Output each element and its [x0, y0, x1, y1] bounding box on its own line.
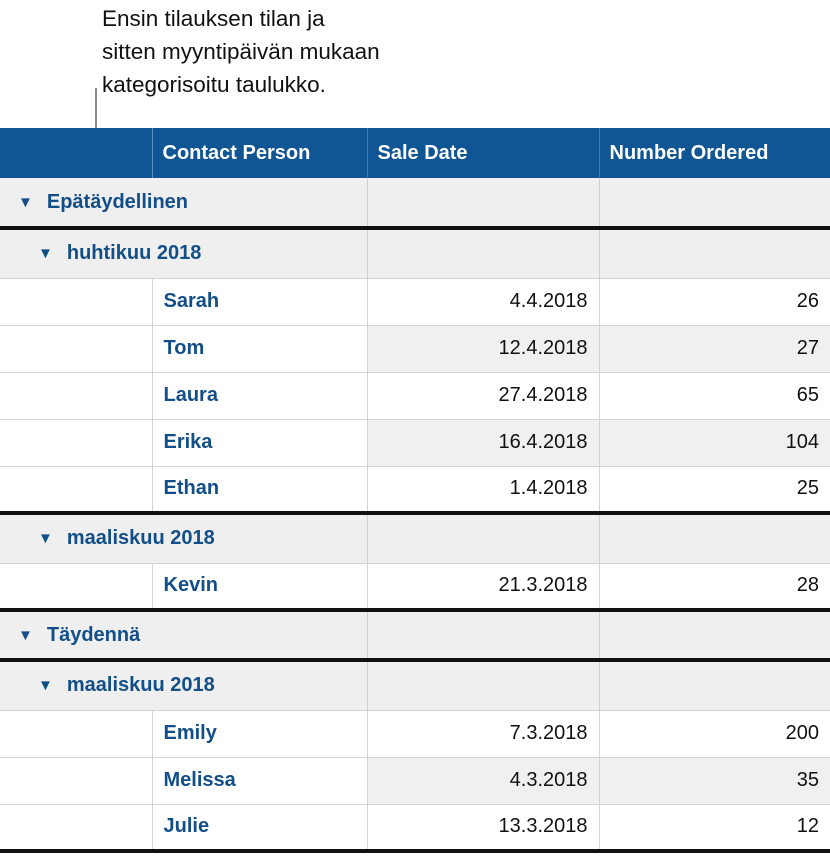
disclosure-triangle-icon[interactable]: ▼ — [38, 530, 53, 548]
sale-date-cell[interactable]: 1.4.2018 — [367, 466, 599, 513]
contact-person-cell[interactable]: Sarah — [152, 278, 367, 325]
subcategory-label[interactable]: ▼ maaliskuu 2018 — [0, 513, 367, 563]
header-number-ordered[interactable]: Number Ordered — [599, 128, 830, 178]
table-row — [0, 563, 830, 610]
empty-cell — [0, 710, 152, 757]
number-ordered-cell[interactable]: 35 — [599, 757, 830, 804]
number-ordered-cell[interactable]: 65 — [599, 372, 830, 419]
table-row — [0, 466, 830, 513]
sale-date-cell[interactable]: 4.3.2018 — [367, 757, 599, 804]
category-row[interactable] — [0, 178, 830, 228]
empty-cell — [0, 419, 152, 466]
empty-cell — [0, 563, 152, 610]
empty-cell — [0, 278, 152, 325]
contact-person-cell[interactable]: Kevin — [152, 563, 367, 610]
contact-person-cell[interactable]: Tom — [152, 325, 367, 372]
empty-cell — [0, 466, 152, 513]
disclosure-triangle-icon[interactable]: ▼ — [38, 677, 53, 695]
subcategory-cell — [599, 228, 830, 278]
contact-person-cell[interactable]: Ethan — [152, 466, 367, 513]
disclosure-triangle-icon[interactable]: ▼ — [18, 626, 33, 644]
category-cell — [599, 178, 830, 228]
table-row — [0, 804, 830, 851]
categorized-table — [0, 128, 830, 853]
empty-cell — [0, 372, 152, 419]
category-cell — [599, 610, 830, 660]
sale-date-cell[interactable]: 7.3.2018 — [367, 710, 599, 757]
number-ordered-cell[interactable]: 200 — [599, 710, 830, 757]
category-label[interactable]: ▼ Täydennä — [0, 610, 367, 660]
number-ordered-cell[interactable]: 26 — [599, 278, 830, 325]
header-row — [0, 128, 830, 178]
contact-person-cell[interactable]: Erika — [152, 419, 367, 466]
sale-date-cell[interactable]: 4.4.2018 — [367, 278, 599, 325]
sale-date-cell[interactable]: 16.4.2018 — [367, 419, 599, 466]
table-row — [0, 325, 830, 372]
table-row — [0, 757, 830, 804]
disclosure-triangle-icon[interactable]: ▼ — [18, 193, 33, 211]
subcategory-label[interactable]: ▼ huhtikuu 2018 — [0, 228, 367, 278]
sale-date-cell[interactable]: 12.4.2018 — [367, 325, 599, 372]
table-row — [0, 419, 830, 466]
table-row — [0, 372, 830, 419]
category-cell — [367, 610, 599, 660]
subcategory-cell — [367, 228, 599, 278]
category-cell — [367, 178, 599, 228]
subcategory-cell — [367, 660, 599, 710]
number-ordered-cell[interactable]: 28 — [599, 563, 830, 610]
header-contact-person[interactable]: Contact Person — [152, 128, 367, 178]
number-ordered-cell[interactable]: 25 — [599, 466, 830, 513]
subcategory-row[interactable] — [0, 660, 830, 710]
contact-person-cell[interactable]: Melissa — [152, 757, 367, 804]
empty-cell — [0, 757, 152, 804]
subcategory-cell — [367, 513, 599, 563]
number-ordered-cell[interactable]: 104 — [599, 419, 830, 466]
header-sale-date[interactable]: Sale Date — [367, 128, 599, 178]
contact-person-cell[interactable]: Emily — [152, 710, 367, 757]
table-row — [0, 710, 830, 757]
number-ordered-cell[interactable]: 27 — [599, 325, 830, 372]
category-row[interactable] — [0, 610, 830, 660]
empty-cell — [0, 325, 152, 372]
subcategory-cell — [599, 660, 830, 710]
subcategory-cell — [599, 513, 830, 563]
empty-cell — [0, 804, 152, 851]
sale-date-cell[interactable]: 13.3.2018 — [367, 804, 599, 851]
contact-person-cell[interactable]: Julie — [152, 804, 367, 851]
category-label[interactable]: ▼ Epätäydellinen — [0, 178, 367, 228]
header-category[interactable] — [0, 128, 152, 178]
table-row — [0, 278, 830, 325]
subcategory-row[interactable] — [0, 228, 830, 278]
disclosure-triangle-icon[interactable]: ▼ — [38, 245, 53, 263]
contact-person-cell[interactable]: Laura — [152, 372, 367, 419]
number-ordered-cell[interactable]: 12 — [599, 804, 830, 851]
sale-date-cell[interactable]: 21.3.2018 — [367, 563, 599, 610]
subcategory-label[interactable]: ▼ maaliskuu 2018 — [0, 660, 367, 710]
subcategory-row[interactable] — [0, 513, 830, 563]
callout-text: Ensin tilauksen tilan ja sitten myyntipäivän mukaan kategorisoitu taulukko. — [102, 6, 380, 97]
sale-date-cell[interactable]: 27.4.2018 — [367, 372, 599, 419]
